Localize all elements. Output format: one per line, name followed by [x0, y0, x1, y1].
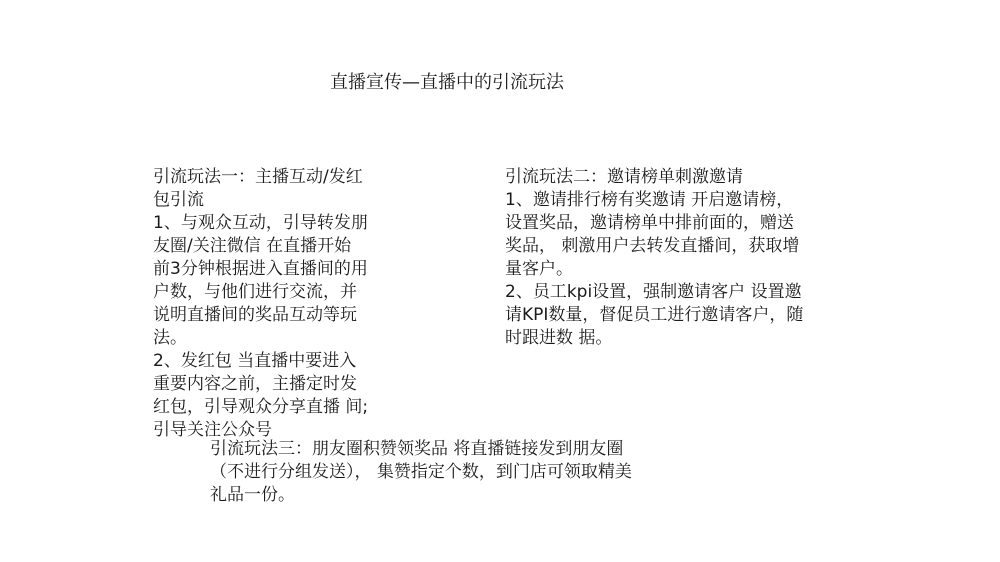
- method-two-line: 请KPI数量，督促员工进行邀请客户，随: [505, 305, 804, 325]
- method-one-line: 引导关注公众号: [153, 420, 272, 440]
- method-one-line: 户数，与他们进行交流，并: [153, 282, 357, 302]
- method-one-line: 前3分钟根据进入直播间的用: [153, 259, 368, 279]
- method-one-line: 重要内容之前，主播定时发: [153, 374, 357, 394]
- method-one-line: 1、与观众互动，引导转发朋: [153, 213, 368, 233]
- method-two-text-block: [505, 166, 845, 350]
- method-one-line: 红包，引导观众分享直播 间;: [153, 397, 369, 417]
- method-two-line: 量客户。: [505, 259, 573, 279]
- method-three-line: 礼品一份。: [210, 485, 295, 505]
- method-two-line: 2、员工kpi设置，强制邀请客户 设置邀: [505, 282, 802, 302]
- method-three-line: 引流玩法三：朋友圈积赞领奖品 将直播链接发到朋友圈: [210, 439, 624, 459]
- method-three-text-block: [210, 438, 710, 507]
- method-one-line: 友圈/关注微信 在直播开始: [153, 236, 352, 256]
- method-two-line: 奖品， 刺激用户去转发直播间，获取增: [505, 236, 800, 256]
- method-two-line: 设置奖品，邀请榜单中排前面的，赠送: [505, 213, 794, 233]
- method-one-line: 法。: [153, 328, 187, 348]
- slide-title: 直播宣传—直播中的引流玩法: [330, 72, 564, 93]
- method-one-line: 引流玩法一：主播互动/发红: [153, 167, 363, 187]
- method-two-line: 1、邀请排行榜有奖邀请 开启邀请榜，: [505, 190, 794, 210]
- method-one-line: 2、发红包 当直播中要进入: [153, 351, 357, 371]
- method-two-line: 时跟进数 据。: [505, 328, 613, 348]
- method-one-text-block: [153, 166, 393, 442]
- method-two-line: 引流玩法二：邀请榜单刺激邀请: [505, 167, 743, 187]
- method-three-line: （不进行分组发送）， 集赞指定个数，到门店可领取精美: [210, 462, 632, 482]
- method-one-line: 包引流: [153, 190, 204, 210]
- method-one-line: 说明直播间的奖品互动等玩: [153, 305, 357, 325]
